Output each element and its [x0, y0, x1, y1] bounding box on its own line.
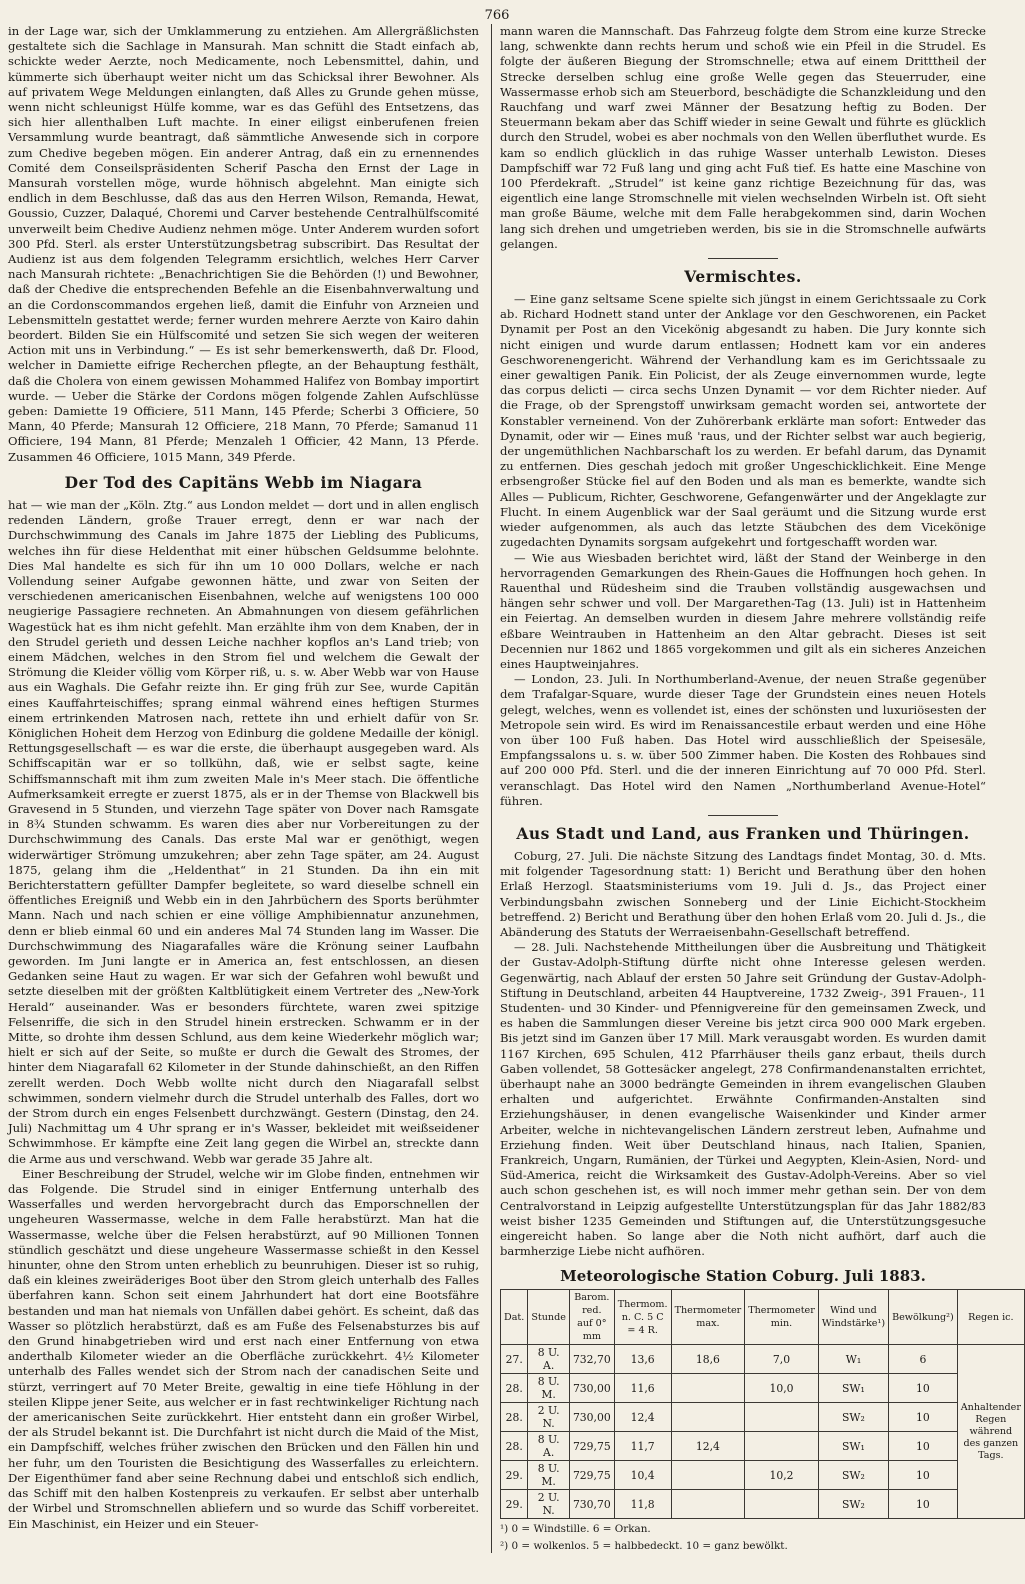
weather-cell [671, 1403, 745, 1432]
weather-header-cell: Thermom. n. C. 5 C = 4 R. [614, 1290, 671, 1345]
weather-cell: 28. [501, 1403, 528, 1432]
weather-row [501, 1490, 1025, 1519]
weather-cell: 29. [501, 1490, 528, 1519]
weather-cell [745, 1403, 819, 1432]
weather-cell: 11,7 [614, 1432, 671, 1461]
weather-cell: 10 [889, 1432, 958, 1461]
weather-header-cell: Barom. red. auf 0° mm [569, 1290, 614, 1345]
weather-cell: 729,75 [569, 1461, 614, 1490]
section-divider [708, 815, 778, 816]
weather-cell [745, 1490, 819, 1519]
weather-cell: 730,00 [569, 1374, 614, 1403]
section-divider [708, 258, 778, 259]
weather-cell: 12,4 [614, 1403, 671, 1432]
webb-article-heading: Der Tod des Capitäns Webb im Niagara [64, 472, 423, 492]
london-hotel-paragraph: — London, 23. Juli. In Northumberland-Avenue, der neuen Straße gegenüber dem Trafalgar-Square, wurde dieser Tage der Grundstein eines neuen Hotels gelegt, welches, wenn es vollendet ist, eines der schönsten und luxuriösesten der Metropole sein wird. Es wird im Renaissancestile erbaut werden und eine Höhe von über 100 Fuß haben. Das Hotel wird ausschließlich der Speisesäle, Empfangssalons u. s. w. über 500 Zimmer haben. Die Kosten des Rohbaues sind auf 200 000 Pfd. Sterl. und die der inneren Einrichtung auf 70 000 Pfd. Sterl. veranschlagt. Das Hotel wird den Namen „Northumberland Avenue-Hotel“ führen. [500, 672, 986, 808]
weather-cell: 730,70 [569, 1490, 614, 1519]
weather-cell: 27. [501, 1345, 528, 1374]
weather-header-cell: Bewölkung²) [889, 1290, 958, 1345]
weather-cell: 10,2 [745, 1461, 819, 1490]
weather-table-title: Meteorologische Station Coburg. Juli 1883. [560, 1267, 926, 1286]
weather-note-wind: ¹) 0 = Windstille. 6 = Orkan. [500, 1523, 651, 1536]
webb-article-paragraph: hat — wie man der „Köln. Ztg.“ aus London meldet — dort und in allen englisch redenden Ländern, große Trauer erregt, denn er war nach der Durchschwimmung des Canals im Jahre 1875 der Liebling des Publicums, welches ihn für diese Heldenthat mit einer hübschen Geldsumme belohnte. Dies Mal handelte es sich für ihn um 10 000 Dollars, welche er nach Vollendung seiner Aufgabe gewonnen hätte, und zwar von Seiten der verschiedenen americanischen Eisenbahnen, welche auf wenigstens 100 000 neugierige Passagiere rechneten. An Abmahnungen von diesem gefährlichen Wagestück hat es ihm nicht gefehlt. Man erzählte ihm von dem Knaben, der in den Strudel gerieth und dessen Leiche nachher kopflos an's Land trieb; von einem Mädchen, welches in den Strom fiel und welchem die Gewalt der Strömung die Kleider völlig vom Körper riß, u. s. w. Aber Webb war von Hause aus ein Waghals. Die Gefahr reizte ihn. Er ging früh zur See, wurde Capitän eines Kauffahrteischiffes; sprang einmal während eines heftigen Sturmes einem ertrinkenden Matrosen nach, rettete ihn und erhielt dafür von Sr. Königlichen Hoheit dem Herzog von Edinburg die goldene Medaille der königl. Rettungsgesellschaft — es war die erste, die überhaupt ausgegeben ward. Als Schiffscapitän war er so tollkühn, daß, wie er selbst sagte, keine Schiffsmannschaft mit ihm zum zweiten Male in's Meer stach. Die öffentliche Aufmerksamkeit erregte er zuerst 1875, als er in der Themse von Blackwell bis Gravesend in 5 Stunden, und vierzehn Tage später von Dover nach Ramsgate in 8¾ Stunden schwamm. Es waren dies aber nur Vorbereitungen zu der Durchschwimmung des Canals. Das erste Mal war er genöthigt, wegen widerwärtiger Strömung umzukehren; aber zehn Tage später, am 24. August 1875, gelang ihm die „Heldenthat“ in 21 Stunden. Da ihn ein mit Berichterstattern gefüllter Dampfer begleitete, so ward dieselbe schnell ein öffentliches Ereigniß und Webb ein in den Jahrbüchern des Sports berühmter Mann. Nach und nach schien er eine völlige Amphibiennatur anzunehmen, denn er blieb einmal 60 und ein anderes Mal 74 Stunden lang im Wasser. Die Durchschwimmung des Niagarafalles wäre die Krönung seiner Laufbahn geworden. Im Juni langte er in America an, fest entschlossen, an diesen Gedanken seine Haut zu wagen. Er war sich der Gefahren wohl bewußt und setzte dieselben mit der größten Kaltblütigkeit einem Vertreter des „New-York Herald“ auseinander. Was er besonders fürchtete, waren zwei spitzige Felsenriffe, die sich in den Strudel hinein erstrecken. Schwamm er in der Mitte, so drohte ihm dessen Schlund, aus dem keine Wiederkehr möglich war; hielt er sich auf der Seite, so mußte er durch die Gewalt des Stromes, der hinter dem Niagarafall 62 Kilometer in der Stunde dahinschießt, an den Riffen zerellt werden. Doch Webb wollte nicht durch den Niagarafall selbst schwimmen, sondern vielmehr durch die Strudel unterhalb des Falles, dort wo der Strom durch ein enges Felsenbett durchzwängt. Gestern (Dinstag, den 24. Juli) Nachmittag um 4 Uhr sprang er in's Wasser, bekleidet mit weißseidener Schwimmhose. Er kämpfte eine Zeit lang gegen die Wirbel an, streckte dann die Arme aus und verschwand. Webb war gerade 35 Jahre alt. [8, 497, 480, 1166]
whirlpool-description-paragraph: Einer Beschreibung der Strudel, welche wir im Globe finden, entnehmen wir das Folgende. Die Strudel sind in einiger Entfernung unterhalb des Wasserfalles und werden hervorgebracht durch das Emporschnellen der ungeheuren Wassermasse, welche in dem Falle herabstürzt. Man hat die Wassermasse, welche über die Felsen herabstürzt, auf 90 Millionen Tonnen stündlich geschätzt und diese ungeheure Wassermasse schießt in den Kessel hinunter, ohne den Strom unten erheblich zu beunruhigen. Dieser ist so ruhig, daß ein kleines zweiräderiges Boot über den Strom gleich unterhalb des Falles überfahren kann. Schon seit einem Jahrhundert hat dort eine Bootsfähre bestanden und man hat niemals von Unfällen dabei gehört. Es scheint, daß das Wasser so plötzlich herabstürzt, daß es am Fuße des Felsenabsturzes bis auf den Grund hinabgetrieben wird und erst nach einer Entfernung von etwa anderthalb Kilometer wieder an die Oberfläche zurückkehrt. 4½ Kilometer unterhalb des Falles wendet sich der Strom nach der canadischen Seite und stürzt, verringert auf 70 Meter Breite, gewaltig in eine tiefe Höhlung in der steilen Klippe jener Seite, aus welcher er in fast rechtwinkeliger Richtung nach der americanischen Seite zurückkehrt. Hier entsteht dann ein großer Wirbel, der als Strudel bekannt ist. Die Durchfahrt ist nicht durch die Maid of the Mist, ein Dampfschiff, welches früher zwischen den Brücken und den Fällen hin und her fuhr, um den Touristen die Besichtigung des Wasserfalles zu erleichtern. Der Eigenthümer fand aber seine Rechnung dabei und entschloß sich endlich, das Schiff mit den halben Kostenpreis zu verkaufen. Er selbst aber unterhalb der Wirbel und Stromschnellen abliefern und so wurde das Schiff vorbereitet. Ein Maschinist, ein Heizer und ein Steuer- [8, 1166, 480, 1531]
weather-cell: 10 [889, 1374, 958, 1403]
weather-row [501, 1461, 1025, 1490]
weather-cell: 730,00 [569, 1403, 614, 1432]
weather-cell: SW₂ [818, 1403, 888, 1432]
weather-header-cell: Wind und Windstärke¹) [818, 1290, 888, 1345]
coburg-landtag-paragraph: Coburg, 27. Juli. Die nächste Sitzung des Landtags findet Montag, 30. d. Mts. mit folgender Tagesordnung statt: 1) Bericht und Berathung über den hohen Erlaß Herzogl. Staatsministeriums vom 19. Juli d. Js., das Project einer Verbindungsbahn zwischen Sonneberg und der Linie Eichicht-Stockheim betreffend. 2) Bericht und Berathung über den hohen Erlaß vom 20. Juli d. Js., die Abänderung des Statuts der Werraeisenbahn-Gesellschaft betreffend. [500, 848, 986, 939]
weather-cell [671, 1374, 745, 1403]
cholera-report-paragraph: in der Lage war, sich der Umklammerung zu entziehen. Am Allergräßlichsten gestaltete sich die Sachlage in Mansurah. Man schnitt die Stadt einfach ab, schickte weder Aerzte, noch Medicamente, noch Lebensmittel, dahin, und kümmerte sich überhaupt weiter nicht um das Schicksal ihrer Bewohner. Als auf privatem Wege Meldungen einlangten, daß Alles zu Grunde gehen müsse, wenn nicht schleunigst Hülfe komme, war es das Gefühl des Entsetzens, das sich hier allenthalben Luft machte. In einer eiligst einberufenen freien Versammlung wurde beantragt, daß sämmtliche Anwesende sich in corpore zum Chedive begeben mögen. Ein anderer Antrag, daß ein zu ernennendes Comité dem Conseilspräsidenten Scherif Pascha den Ernst der Lage in Mansurah vorstellen möge, wurde höhnisch abgelehnt. Man einigte sich endlich in dem Beschlusse, daß das aus den Herren Wilson, Remanda, Hewat, Goussio, Cuzzer, Dalaqué, Choremi und Carver bestehende Centralhülfscomité unverweilt beim Chedive Audienz nehmen möge. Unter Anderem wurden sofort 300 Pfd. Sterl. als erster Unterstützungsbetrag subscribirt. Das Resultat der Audienz ist aus dem folgenden Telegramm ersichtlich, welches Herr Carver nach Mansurah richtete: „Benachrichtigen Sie die Behörden (!) und Bewohner, daß der Chedive die entsprechenden Befehle an die Eisenbahnverwaltung und an die Cordonscommandos ergehen ließ, damit die Einfuhr von Arzneien und Lebensmitteln gestattet werde; ferner wurden mehrere Aerzte von Kairo dahin beordert. Bilden Sie ein Hülfscomité und setzen Sie sich wegen der weiteren Action mit uns in Verbindung.“ — Es ist sehr bemerkenswerth, daß Dr. Flood, welcher in Damiette eifrige Recherchen pflegte, an der Behauptung festhält, daß die Cholera von einem gewissen Mohammed Halifez von Bombay importirt wurde. — Ueber die Stärke der Cordons mögen folgende Zahlen Aufschlüsse geben: Damiette 19 Officiere, 511 Mann, 145 Pferde; Scherbi 3 Officiere, 50 Mann, 40 Pferde; Mansurah 12 Officiere, 218 Mann, 70 Pferde; Samanud 11 Officiere, 194 Mann, 81 Pferde; Menzaleh 1 Officier, 42 Mann, 13 Pferde. Zusammen 46 Officiere, 1015 Mann, 349 Pferde. [8, 24, 480, 464]
weather-cell: SW₂ [818, 1490, 888, 1519]
left-column [8, 24, 485, 1532]
gustav-adolph-paragraph: — 28. Juli. Nachstehende Mittheilungen über die Ausbreitung und Thätigkeit der Gustav-Adolph-Stiftung dürfte nicht ohne Interesse gelesen werden. Gegenwärtig, nach Ablauf der ersten 50 Jahre seit Gründung der Gustav-Adolph-Stiftung in Deutschland, arbeiten 44 Hauptvereine, 1732 Zweig-, 391 Frauen-, 11 Studenten- und 30 Kinder- und Pfennigvereine für den gemeinsamen Zweck, und es haben die Sammlungen dieser Vereine bis jetzt circa 900 000 Mark ergeben. Bis jetzt sind im Ganzen über 17 Mill. Mark verausgabt worden. Es wurden damit 1167 Kirchen, 695 Schulen, 412 Pfarrhäuser theils ganz erbaut, theils durch Gaben vollendet, 58 Gottesäcker angelegt, 278 Confirmandenanstalten errichtet, überhaupt nahe an 3000 bedrängte Gemeinden in ihrem evangelischen Glauben erhalten und aufgerichtet. Erwähnte Confirmanden-Anstalten sind Erziehungshäuser, in denen evangelische Waisenkinder und Kinder armer Arbeiter, welche in nichtevangelischen Ländern zerstreut leben, Aufnahme und Erziehung finden. Weit über Deutschland hinaus, nach Italien, Spanien, Frankreich, Ungarn, Rumänien, der Türkei und Aegypten, Klein-Asien, Nord- und Süd-America, reicht die Wirksamkeit des Gustav-Adolph-Vereins. Aber so viel auch schon geschehen ist, es will noch immer mehr gethan sein. Der von dem Centralvorstand in Leipzig aufgestellte Unterstützungsplan für das Jahr 1882/83 weist bisher 1235 Gemeinden und Stiftungen auf, die Unterstützungsgesuche eingereicht haben. So lange aber die Noth nicht aufhört, darf auch die barmherzige Liebe nicht aufhören. [500, 940, 986, 1259]
columns [8, 24, 1021, 1553]
weather-cell: 729,75 [569, 1432, 614, 1461]
weather-table-body [501, 1345, 1025, 1519]
weather-header-cell: Stunde [528, 1290, 570, 1345]
weather-header-cell: Regen ic. [957, 1290, 1024, 1345]
weather-cell: 11,6 [614, 1374, 671, 1403]
weather-row [501, 1432, 1025, 1461]
weather-cell: 28. [501, 1374, 528, 1403]
weather-cell: 8 U. A. [528, 1432, 570, 1461]
weather-cell: 13,6 [614, 1345, 671, 1374]
wiesbaden-wine-paragraph: — Wie aus Wiesbaden berichtet wird, läßt der Stand der Weinberge in den hervorragenden Gemarkungen des Rhein-Gaues die Hoffnungen hoch gehen. In Rauenthal und Rüdesheim sind die Trauben vollständig ausgewachsen und hängen sehr schwer und voll. Der Margarethen-Tag (13. Juli) ist in Hattenheim ein Feiertag. An demselben wurden in diesem Jahre mehrere vollständig reife eßbare Weintrauben in Hattenheim an den Altar gebracht. Dieses ist seit Decennien nur 1862 und 1865 vorgekommen und gilt als ein sicheres Anzeichen eines Hauptweinjahres. [500, 550, 986, 671]
steamboat-paragraph: mann waren die Mannschaft. Das Fahrzeug folgte dem Strom eine kurze Strecke lang, schwenkte dann rechts herum und schoß wie ein Pfeil in die Strudel. Es folgte der äußeren Biegung der Stromschnelle; etwa auf einem Dritttheil der Strecke derselben schlug eine große Welle gegen das Steuerruder, eine Wassermasse erhob sich am Steuerbord, beschädigte die Schanzkleidung und den Rauchfang und warf zwei Männer der Besatzung heftig zu Boden. Der Steuermann bekam aber das Schiff wieder in seine Gewalt und führte es glücklich durch den Strudel, wobei es aber nochmals von den Wellen überfluthet wurde. Es kam so endlich glücklich in das ruhige Wasser unterhalb Lewiston. Dieses Dampfschiff war 72 Fuß lang und ging acht Fuß tief. Es hatte eine Maschine von 100 Pferdekraft. „Strudel“ ist keine ganz richtige Bezeichnung für das, was eigentlich eine lange Stromschnelle mit vielen wechselnden Wirbeln ist. Oft sieht man große Bäume, welche mit dem Falle herabgekommen sind, darin Wochen lang sich drehen und umgetrieben werden, bis sie in die Stromschnelle aufwärts gelangen. [500, 24, 986, 251]
weather-cell: SW₁ [818, 1432, 888, 1461]
weather-cell [745, 1432, 819, 1461]
column-divider [491, 24, 492, 1553]
weather-cell: 10 [889, 1403, 958, 1432]
weather-header-cell: Thermometer max. [671, 1290, 745, 1345]
weather-cell: 2 U. N. [528, 1490, 570, 1519]
weather-cell: 8 U. M. [528, 1461, 570, 1490]
weather-cell: 8 U. M. [528, 1374, 570, 1403]
cork-dynamite-paragraph: — Eine ganz seltsame Scene spielte sich jüngst in einem Gerichtssaale zu Cork ab. Richard Hodnett stand unter der Anklage vor den Geschworenen, ein Packet Dynamit per Post an den Vicekönig abgesandt zu haben. Die Jury konnte sich nicht einigen und wurde darum entlassen; Hodnett kam vor ein anderes Geschworenengericht. Während der Verhandlung kam es im Gerichtssaale zu einer gewaltigen Panik. Ein Policist, der als Zeuge einvernommen wurde, legte das corpus delicti — circa sechs Unzen Dynamit — vor dem Richter nieder. Auf die Frage, ob der Sprengstoff unwirksam gemacht worden sei, antwortete der Konstabler verneinend. Von der Zuhörerbank erklärte man sofort: Entweder das Dynamit, oder wir — Eines muß 'raus, und der Richter selbst war auch begierig, der ungemüthlichen Nachbarschaft los zu werden. Er befahl darum, das Dynamit zu entfernen. Dies geschah jedoch mit großer Ungeschicklichkeit. Eine Menge erbsengroßer Stücke fiel auf den Boden und als man es bemerkte, wandte sich Alles — Publicum, Richter, Geschworene, Gefangenwärter und der Angeklagte zur Flucht. In einem Augenblick war der Saal geräumt und die Sitzung wurde erst wieder aufgenommen, als auch das letzte Stäubchen des dem Vicekönige zugedachten Dynamits sorgsam aufgekehrt und fortgeschafft worden war. [500, 292, 986, 550]
local-news-heading: Aus Stadt und Land, aus Franken und Thüringen. [516, 823, 970, 843]
weather-remark-cell: Anhaltender Regen während des ganzen Tags. [957, 1345, 1024, 1519]
weather-header-cell: Thermometer min. [745, 1290, 819, 1345]
weather-cell: 2 U. N. [528, 1403, 570, 1432]
right-column [498, 24, 1021, 1553]
weather-cell: SW₂ [818, 1461, 888, 1490]
weather-cell: 12,4 [671, 1432, 745, 1461]
weather-row [501, 1374, 1025, 1403]
weather-cell: 10 [889, 1461, 958, 1490]
weather-cell: 7,0 [745, 1345, 819, 1374]
page-number: 766 [484, 8, 510, 23]
weather-cell: 18,6 [671, 1345, 745, 1374]
weather-note-clouds: ²) 0 = wolkenlos. 5 = halbbedeckt. 10 = ganz bewölkt. [500, 1540, 788, 1553]
weather-cell: 11,8 [614, 1490, 671, 1519]
weather-cell: 6 [889, 1345, 958, 1374]
weather-cell: 8 U. A. [528, 1345, 570, 1374]
weather-header-row [501, 1290, 1025, 1345]
weather-header-cell: Dat. [501, 1290, 528, 1345]
weather-cell: 29. [501, 1461, 528, 1490]
weather-row [501, 1345, 1025, 1374]
weather-cell: 10,4 [614, 1461, 671, 1490]
weather-cell: W₁ [818, 1345, 888, 1374]
weather-cell: 10,0 [745, 1374, 819, 1403]
weather-row [501, 1403, 1025, 1432]
weather-cell: 10 [889, 1490, 958, 1519]
weather-cell: 732,70 [569, 1345, 614, 1374]
weather-cell [671, 1461, 745, 1490]
weather-cell: 28. [501, 1432, 528, 1461]
weather-table [500, 1289, 1025, 1519]
weather-cell [671, 1490, 745, 1519]
misc-heading: Vermischtes. [684, 267, 802, 287]
weather-cell: SW₁ [818, 1374, 888, 1403]
